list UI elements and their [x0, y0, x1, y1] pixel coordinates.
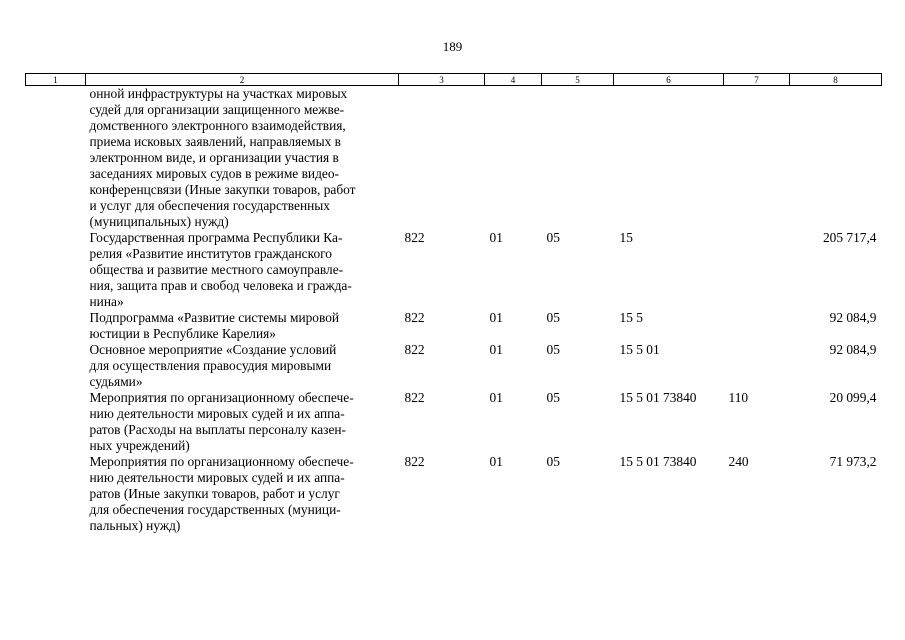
item-name-line: нина» — [89, 294, 124, 309]
item-name-line: домственного электронного взаимодействия, — [89, 118, 346, 133]
item-name-line: ратов (Иные закупки товаров, работ и услуг — [89, 486, 340, 501]
item-name-line: для осуществления правосудия мировыми — [89, 358, 332, 373]
subsection-code-cell — [542, 86, 614, 231]
target-article-cell — [614, 86, 724, 231]
expense-type-cell: 110 — [728, 390, 749, 405]
section-code-cell: 01 — [489, 310, 503, 325]
subsection-code-cell: 05 — [546, 310, 560, 325]
column-header: 2 — [86, 74, 399, 86]
item-name-line: релия «Развитие институтов гражданского — [89, 246, 332, 261]
expense-type-cell — [724, 230, 790, 310]
item-name-line: юстиции в Республике Карелия» — [89, 326, 276, 341]
item-name-cell — [86, 230, 399, 310]
table-row — [26, 454, 882, 534]
item-name-cell — [86, 86, 399, 231]
row-number-cell — [26, 342, 86, 390]
item-name-line: ных учреждений) — [89, 438, 190, 453]
amount-cell: 92 084,9 — [829, 310, 877, 325]
item-name-cell — [86, 454, 399, 534]
row-number-cell — [26, 390, 86, 454]
ministry-code-cell: 822 — [404, 454, 425, 469]
item-name-line: Мероприятия по организационному обеспече- — [89, 454, 354, 469]
item-name-line: нию деятельности мировых судей и их аппа- — [89, 406, 345, 421]
item-name-cell — [86, 390, 399, 454]
column-number-header — [26, 74, 882, 86]
table-row — [26, 86, 882, 231]
subsection-code-cell: 05 — [546, 342, 560, 357]
table-row — [26, 230, 882, 310]
amount-cell — [790, 86, 882, 231]
subsection-code-cell: 05 — [546, 454, 560, 469]
item-name-cell — [86, 310, 399, 342]
section-code-cell: 01 — [489, 454, 503, 469]
item-name-line: электронном виде, и организации участия в — [89, 150, 339, 165]
subsection-code-cell: 05 — [546, 230, 560, 245]
amount-cell: 71 973,2 — [829, 454, 877, 469]
item-name-line: конференцсвязи (Иные закупки товаров, работ — [89, 182, 356, 197]
expense-type-cell: 240 — [728, 454, 749, 469]
amount-cell: 92 084,9 — [829, 342, 877, 357]
column-header: 1 — [26, 74, 86, 86]
item-name-line: заседаниях мировых судов в режиме видео- — [89, 166, 339, 181]
row-number-cell — [26, 454, 86, 534]
column-header: 4 — [485, 74, 542, 86]
item-name-line: Подпрограмма «Развитие системы мировой — [89, 310, 340, 325]
subsection-code-cell: 05 — [546, 390, 560, 405]
row-number-cell — [26, 230, 86, 310]
item-name-line: ратов (Расходы на выплаты персоналу казен- — [89, 422, 347, 437]
item-name-line: пальных) нужд) — [89, 518, 181, 533]
item-name-line: Основное мероприятие «Создание условий — [89, 342, 337, 357]
section-code-cell — [485, 86, 542, 231]
table-row — [26, 310, 882, 342]
row-number-cell — [26, 310, 86, 342]
page-number: 189 — [442, 39, 463, 54]
expense-type-cell — [724, 86, 790, 231]
item-name-line: Мероприятия по организационному обеспече- — [89, 390, 354, 405]
item-name-line: Государственная программа Республики Ка- — [89, 230, 343, 245]
target-article-cell: 15 5 01 73840 — [619, 390, 697, 405]
ministry-code-cell: 822 — [404, 230, 425, 245]
amount-cell: 205 717,4 — [822, 230, 877, 245]
column-header: 3 — [399, 74, 485, 86]
ministry-code-cell: 822 — [404, 310, 425, 325]
amount-cell: 20 099,4 — [829, 390, 877, 405]
column-header: 6 — [614, 74, 724, 86]
ministry-code-cell: 822 — [404, 390, 425, 405]
column-header: 8 — [790, 74, 882, 86]
section-code-cell: 01 — [489, 342, 503, 357]
column-header: 7 — [724, 74, 790, 86]
table-body — [26, 86, 882, 535]
budget-table — [25, 73, 882, 534]
target-article-cell: 15 — [619, 230, 633, 245]
expense-type-cell — [724, 310, 790, 342]
expense-type-cell — [724, 342, 790, 390]
item-name-line: приема исковых заявлений, направляемых в — [89, 134, 341, 149]
section-code-cell: 01 — [489, 390, 503, 405]
item-name-line: и услуг для обеспечения государственных — [89, 198, 330, 213]
item-name-line: судьями» — [89, 374, 143, 389]
item-name-line: нию деятельности мировых судей и их аппа- — [89, 470, 345, 485]
column-header: 5 — [542, 74, 614, 86]
table-row — [26, 342, 882, 390]
item-name-line: (муниципальных) нужд) — [89, 214, 229, 229]
target-article-cell: 15 5 01 — [619, 342, 660, 357]
target-article-cell: 15 5 — [619, 310, 643, 325]
ministry-code-cell — [399, 86, 485, 231]
section-code-cell: 01 — [489, 230, 503, 245]
item-name-line: общества и развитие местного самоуправле- — [89, 262, 344, 277]
item-name-line: судей для организации защищенного межве- — [89, 102, 345, 117]
item-name-line: для обеспечения государственных (муници- — [89, 502, 341, 517]
item-name-line: онной инфраструктуры на участках мировых — [89, 86, 348, 101]
row-number-cell — [26, 86, 86, 231]
item-name-line: ния, защита прав и свобод человека и гражда- — [89, 278, 352, 293]
table-row — [26, 390, 882, 454]
target-article-cell: 15 5 01 73840 — [619, 454, 697, 469]
item-name-cell — [86, 342, 399, 390]
ministry-code-cell: 822 — [404, 342, 425, 357]
